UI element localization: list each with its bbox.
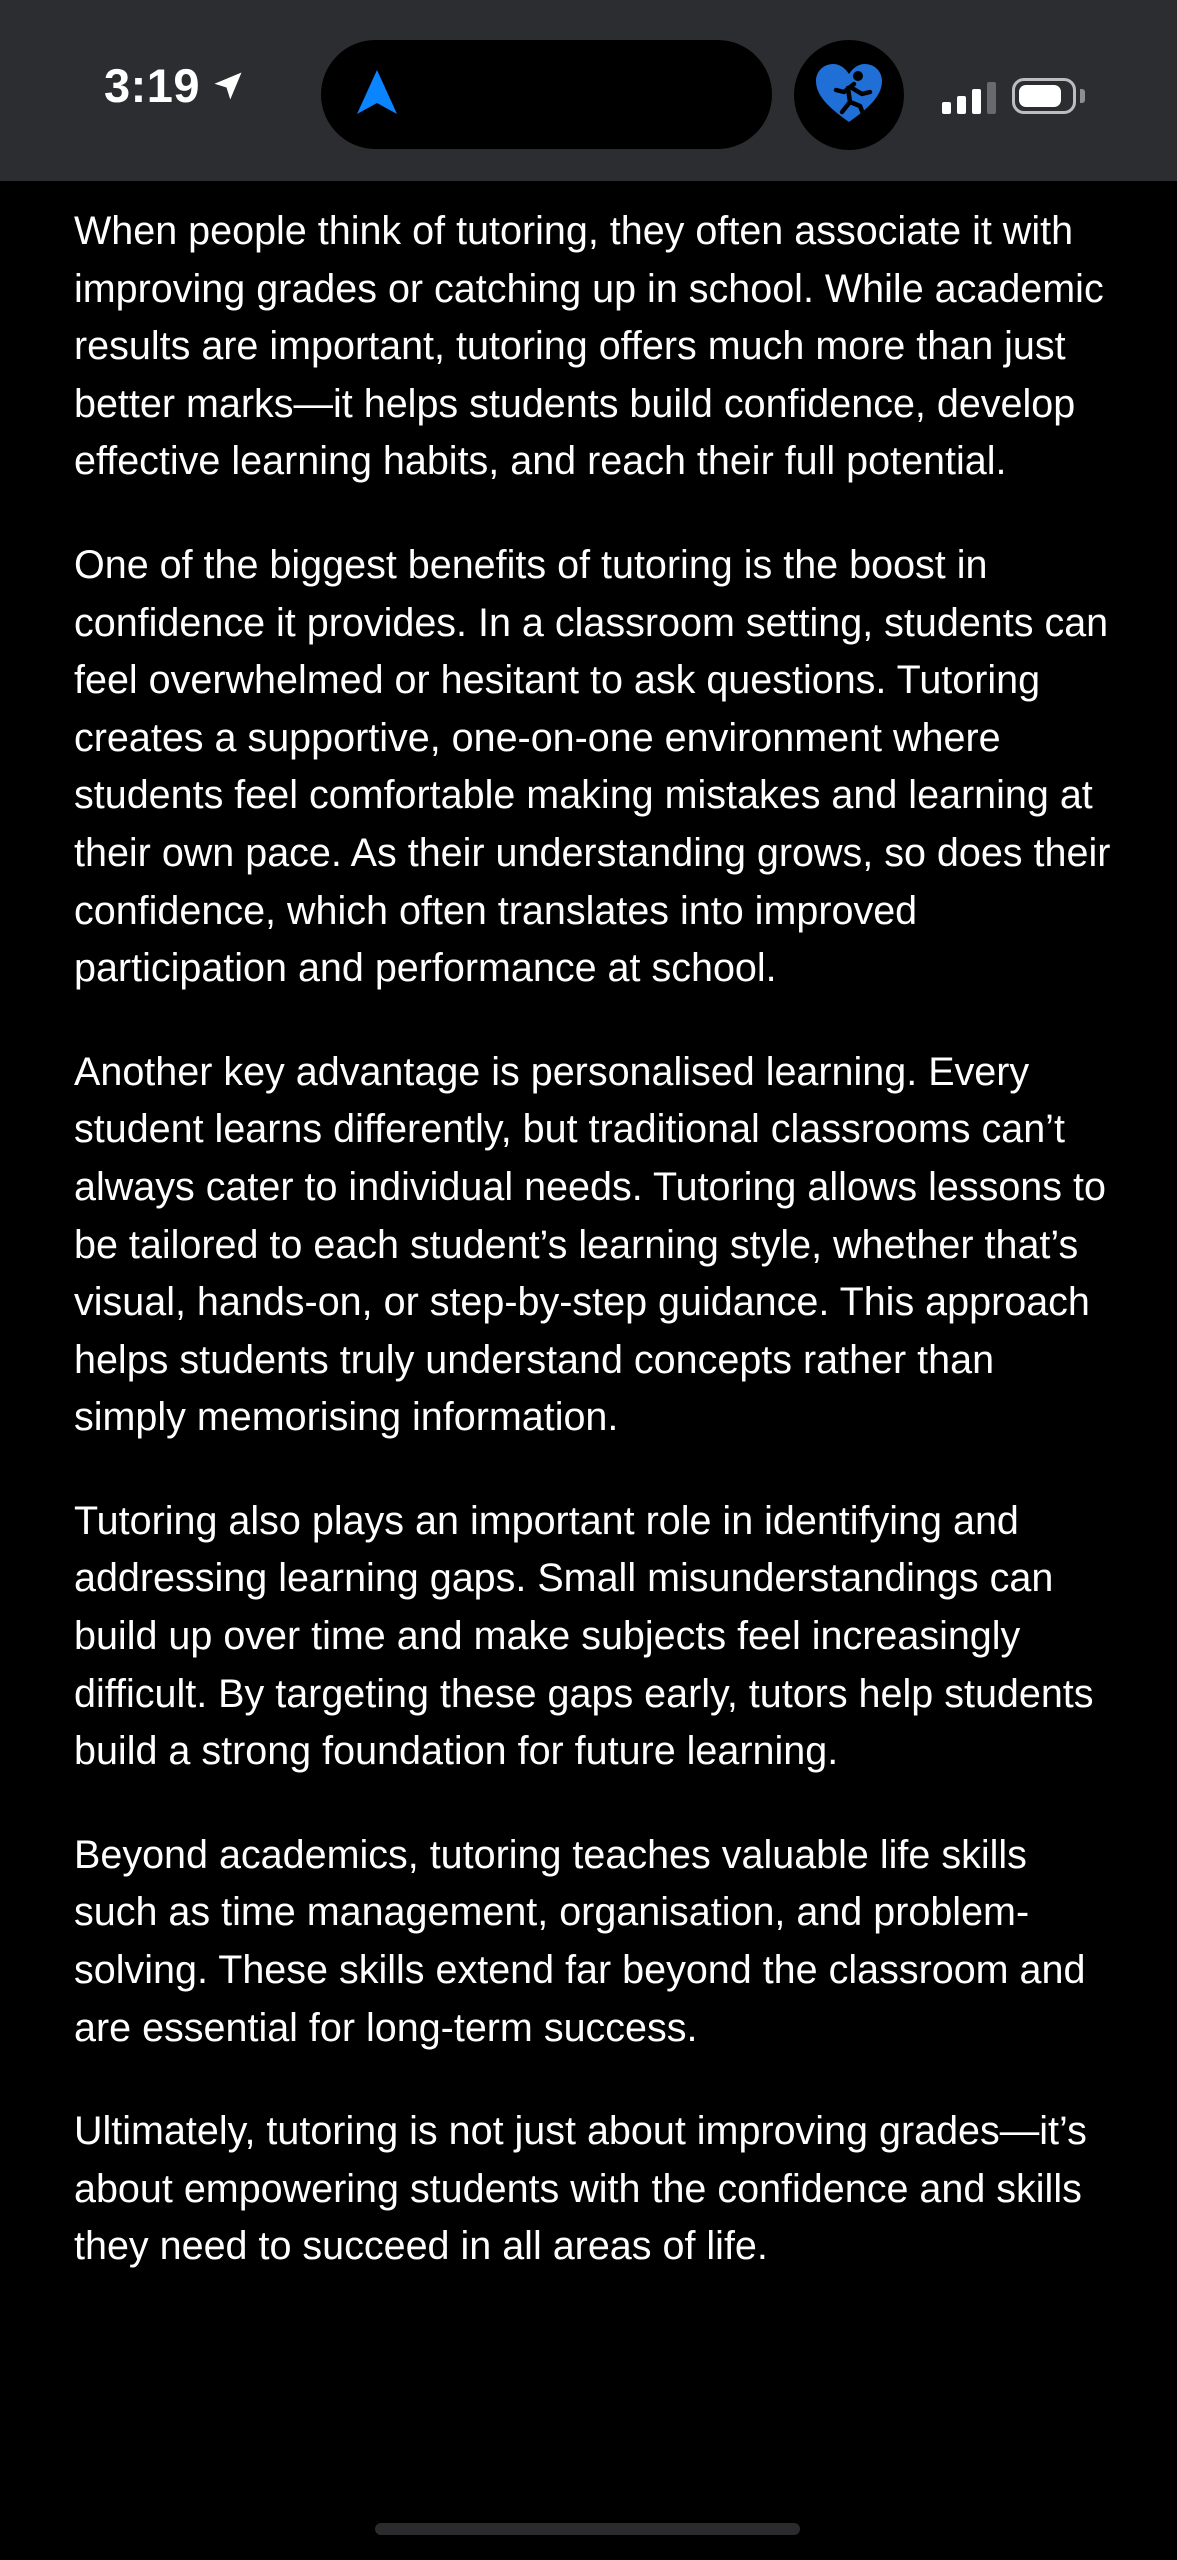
battery-icon <box>1012 78 1076 114</box>
workout-activity-bubble[interactable] <box>794 40 904 150</box>
cellular-signal-icon <box>942 80 996 114</box>
status-time: 3:19 <box>104 59 201 112</box>
home-indicator[interactable] <box>375 2523 800 2535</box>
status-bar <box>0 0 1177 181</box>
dynamic-island[interactable] <box>321 40 772 149</box>
article-paragraph: When people think of tutoring, they often associate it with improving grades or catching up in school. While academic results are important, tutoring offers much more than just better marks—it helps students build confidence, develop effective learning habits, and reach their full potential. <box>74 209 1104 484</box>
battery-cap <box>1080 89 1085 103</box>
article-paragraph: Tutoring also plays an important role in identifying and addressing learning gaps. Small misunderstandings can build up over time and make subjects feel increasingly difficult. By targeting these gaps early, tutors help students build a strong foundation for future learning. <box>74 1498 1094 1774</box>
location-arrow-icon <box>210 68 246 104</box>
time-group[interactable] <box>104 59 246 112</box>
navigation-arrow-icon <box>355 68 399 123</box>
article-paragraph: Beyond academics, tutoring teaches valuable life skills such as time management, organisation, and problem-solving. These skills extend far beyond the classroom and are essential for long-term success. <box>74 1832 1086 2050</box>
article-body <box>74 203 1114 2322</box>
article-paragraph: One of the biggest benefits of tutoring is the boost in confidence it provides. In a classroom setting, students can feel overwhelmed or hesitant to ask questions. Tutoring creates a supportive, one-on-one environment where students feel comfortable making mistakes and learning at their own pace. As their understanding grows, so does their confidence, which often translates into improved participation and performance at school. <box>74 542 1111 991</box>
article-paragraph: Another key advantage is personalised learning. Every student learns differently, but traditional classrooms can’t always cater to individual needs. Tutoring allows lessons to be tailored to each student’s learning style, whether that’s visual, hands-on, or step-by-step guidance. This approach helps students truly understand concepts rather than simply memorising information. <box>74 1049 1106 1440</box>
article-paragraph: Ultimately, tutoring is not just about improving grades—it’s about empowering students with the confidence and skills they need to succeed in all areas of life. <box>74 2109 1087 2269</box>
